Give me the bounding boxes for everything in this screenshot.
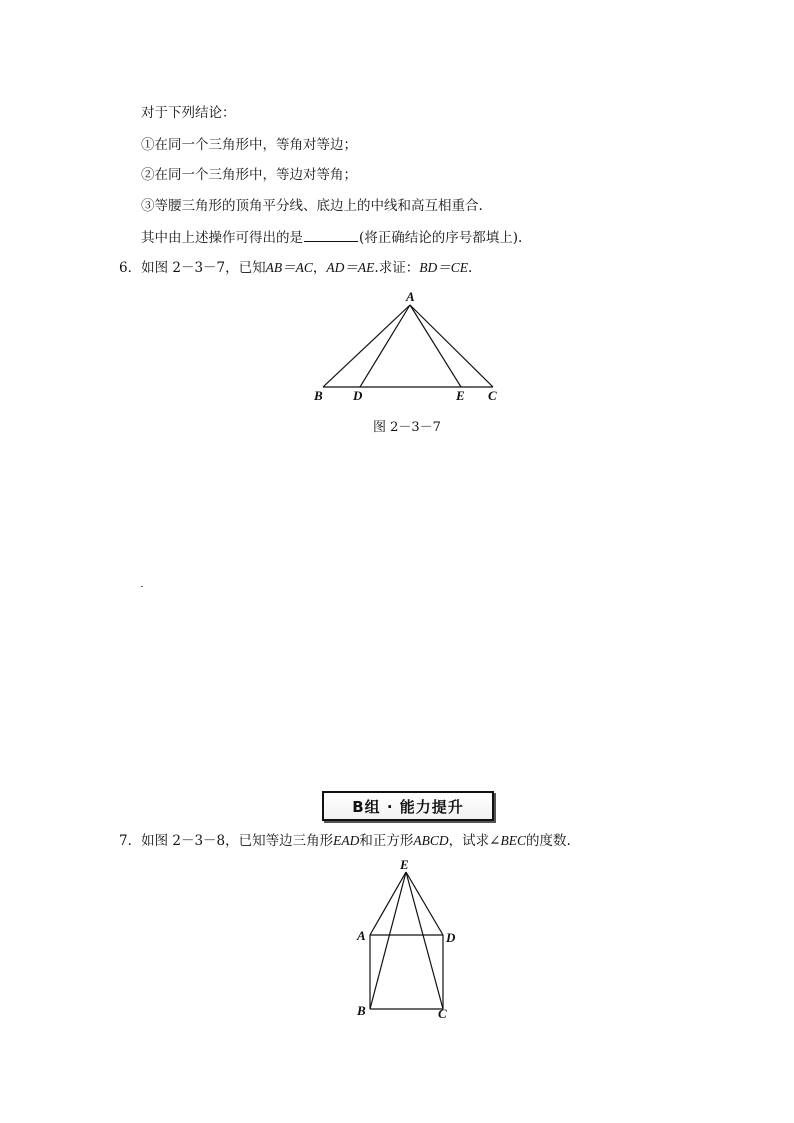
segment-AD	[360, 305, 410, 387]
q7-mid2: ，试求∠	[448, 833, 501, 849]
q5-fill-suffix: (将正确结论的序号都填上).	[359, 230, 523, 246]
q5-intro: 对于下列结论：	[141, 105, 236, 121]
segment-EB	[370, 872, 406, 1009]
segment-EC	[406, 872, 443, 1009]
q5-item-3: ③等腰三角形的顶角平分线、底边上的中线和高互相重合.	[141, 198, 483, 214]
q5-item-1: ①在同一个三角形中，等角对等边；	[141, 137, 357, 153]
segment-AB	[323, 305, 410, 387]
q6-figure-caption: 图 2－3－7	[373, 420, 441, 435]
label-B: B	[314, 388, 323, 403]
q6-prefix: 6．如图 2－3－7，已知	[119, 260, 266, 276]
q6-sep: ，	[312, 260, 327, 276]
q6-text	[119, 259, 472, 277]
answer-blank[interactable]	[304, 228, 358, 242]
label-D: D	[446, 930, 456, 945]
q6-goal: BD＝CE	[419, 260, 468, 275]
q7-end: 的度数.	[525, 833, 571, 849]
label-E: E	[400, 857, 409, 872]
label-C: C	[438, 1006, 447, 1021]
q6-cond2: AD＝AE	[326, 260, 375, 275]
q6-figure	[300, 285, 520, 410]
label-E: E	[456, 388, 465, 403]
label-B: B	[357, 1003, 366, 1018]
q6-end: .	[467, 260, 473, 276]
section-banner	[322, 791, 494, 821]
section-title: B组 · 能力提升	[352, 797, 464, 816]
q7-prefix: 7．如图 2－3－8，已知等边三角形	[119, 833, 334, 849]
q7-t2: ABCD	[413, 833, 449, 848]
segment-AC	[410, 305, 493, 387]
q7-t3: BEC	[500, 833, 526, 848]
segment-EA	[370, 872, 406, 935]
q5-fill-prefix: 其中由上述操作可得出的是	[141, 230, 303, 246]
label-C: C	[488, 388, 497, 403]
segment-AE	[410, 305, 461, 387]
label-A: A	[406, 289, 415, 304]
label-A: A	[357, 928, 366, 943]
stray-mark	[141, 586, 143, 587]
q6-mid: .求证：	[374, 260, 420, 276]
q7-text	[119, 832, 571, 850]
q5-item-2: ②在同一个三角形中，等边对等角；	[141, 167, 357, 183]
label-D: D	[353, 388, 363, 403]
q7-figure	[340, 850, 480, 1030]
q6-cond1: AB＝AC	[265, 260, 313, 275]
q7-mid: 和正方形	[359, 833, 414, 849]
q7-t1: EAD	[333, 833, 360, 848]
segment-ED	[406, 872, 443, 935]
q5-fill-line	[141, 228, 522, 247]
